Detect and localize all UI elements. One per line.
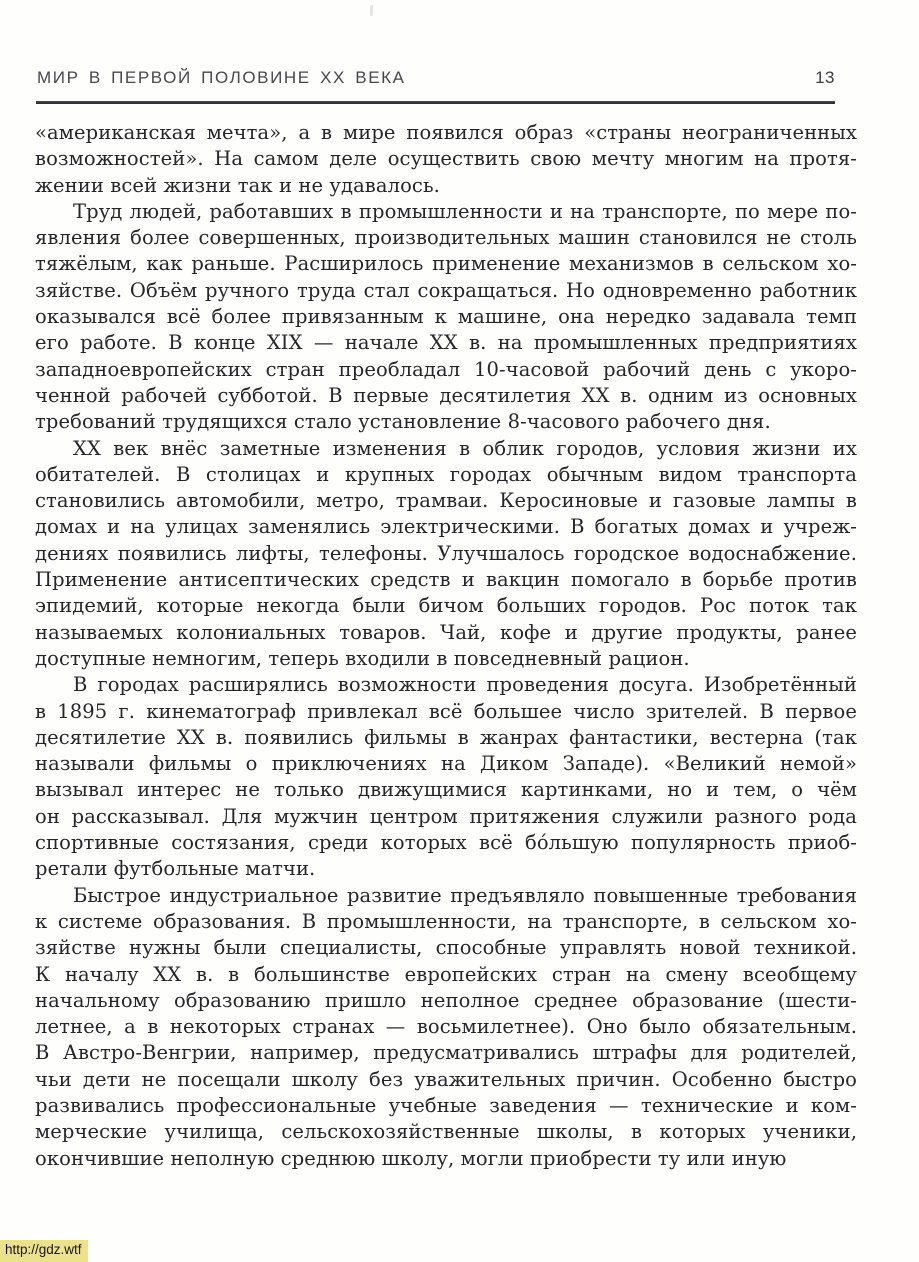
text-line: обитателей. В столицах и крупных городах обычным видом транспорта xyxy=(35,462,857,486)
text-line: В городах расширялись возможности проведения досуга. Изобретённый xyxy=(73,673,857,697)
text-line: К началу XX в. в большинстве европейских стран на смену всеобщему xyxy=(35,962,857,986)
text-line: мерческие училища, сельскохозяйственные школы, в которых ученики, xyxy=(35,1120,857,1144)
text-line: западноевропейских стран преобладал 10-часовой рабочий день с укоро- xyxy=(35,357,857,381)
text-line: начальному образованию пришло неполное среднее образование (шести- xyxy=(35,988,857,1012)
text-line: оказывался всё более привязанным к машине, она нередко задавала темп xyxy=(35,305,857,329)
page-number: 13 xyxy=(815,68,835,87)
text-line: В Австро-Венгрии, например, предусматривались штрафы для родителей, xyxy=(35,1041,857,1065)
text-line: требований трудящихся стало установление 8-часового рабочего дня. xyxy=(35,410,771,434)
text-line: к системе образования. В промышленности, на транспорте, в сельском хо- xyxy=(35,909,857,933)
text-line: Быстрое индустриальное развитие предъявляло повышенные требования xyxy=(73,883,857,907)
text-line: развивались профессиональные учебные заведения — технические и ком- xyxy=(35,1093,857,1117)
text-line: десятилетие XX в. появились фильмы в жанрах фантастики, вестерна (так xyxy=(35,725,857,749)
text-line: чьи дети не посещали школу без уважительных причин. Особенно быстро xyxy=(35,1067,857,1091)
text-line: жении всей жизни так и не удавалось. xyxy=(35,173,440,197)
scan-artifact xyxy=(370,5,373,16)
text-line: Применение антисептических средств и вакцин помогало в борьбе против xyxy=(35,568,857,592)
body-text xyxy=(35,120,857,1172)
text-line: становились автомобили, метро, трамваи. Керосиновые и газовые лампы в xyxy=(35,489,857,513)
text-line: доступные немногим, теперь входили в повседневный рацион. xyxy=(35,646,690,670)
text-line: Труд людей, работавших в промышленности и на транспорте, по мере по- xyxy=(73,199,857,223)
header-rule xyxy=(36,101,835,104)
text-line: ретали футбольные матчи. xyxy=(35,857,316,881)
text-line: XX век внёс заметные изменения в облик городов, условия жизни их xyxy=(73,436,857,460)
text-line: тяжёлым, как раньше. Расширилось применение механизмов в сельском хо- xyxy=(35,252,857,276)
text-line: явления более совершенных, производительных машин становился не столь xyxy=(35,226,857,250)
text-line: его работе. В конце XIX — начале XX в. на промышленных предприятиях xyxy=(35,331,857,355)
chapter-title: МИР В ПЕРВОЙ ПОЛОВИНЕ XX ВЕКА xyxy=(37,68,406,87)
text-line: эпидемий, которые некогда были бичом больших городов. Рос поток так xyxy=(35,594,857,618)
text-line: возможностей». На самом деле осуществить свою мечту многим на протя- xyxy=(35,147,857,171)
text-line: летнее, а в некоторых странах — восьмилетнее). Оно было обязательным. xyxy=(35,1015,857,1039)
text-line: в 1895 г. кинематограф привлекал всё большее число зрителей. В первое xyxy=(35,699,857,723)
text-line: называемых колониальных товаров. Чай, кофе и другие продукты, ранее xyxy=(35,620,857,644)
text-line: окончившие неполную среднюю школу, могли приобрести ту или иную xyxy=(35,1146,787,1170)
text-line: называли фильмы о приключениях на Диком Западе). «Великий немой» xyxy=(35,752,857,776)
text-line: дениях появились лифты, телефоны. Улучшалось городское водоснабжение. xyxy=(35,541,857,565)
text-line: домах и на улицах заменялись электрическими. В богатых домах и учреж- xyxy=(35,515,857,539)
text-line: зяйстве нужны были специалисты, способные управлять новой техникой. xyxy=(35,936,857,960)
text-line: «американская мечта», а в мире появился образ «страны неограниченных xyxy=(35,121,857,144)
watermark-url: http://gdz.wtf xyxy=(0,1240,88,1262)
text-line: ченной рабочей субботой. В первые десятилетия XX в. одним из основных xyxy=(35,383,857,407)
running-head xyxy=(37,68,835,92)
text-line: спортивные состязания, среди которых всё бо́льшую популярность приоб- xyxy=(35,831,857,855)
text-line: он рассказывал. Для мужчин центром притяжения служили разного рода xyxy=(35,804,857,828)
text-line: зяйстве. Объём ручного труда стал сокращаться. Но одновременно работник xyxy=(35,278,857,302)
text-line: вызывал интерес не только движущимися картинками, но и тем, о чём xyxy=(35,778,857,802)
